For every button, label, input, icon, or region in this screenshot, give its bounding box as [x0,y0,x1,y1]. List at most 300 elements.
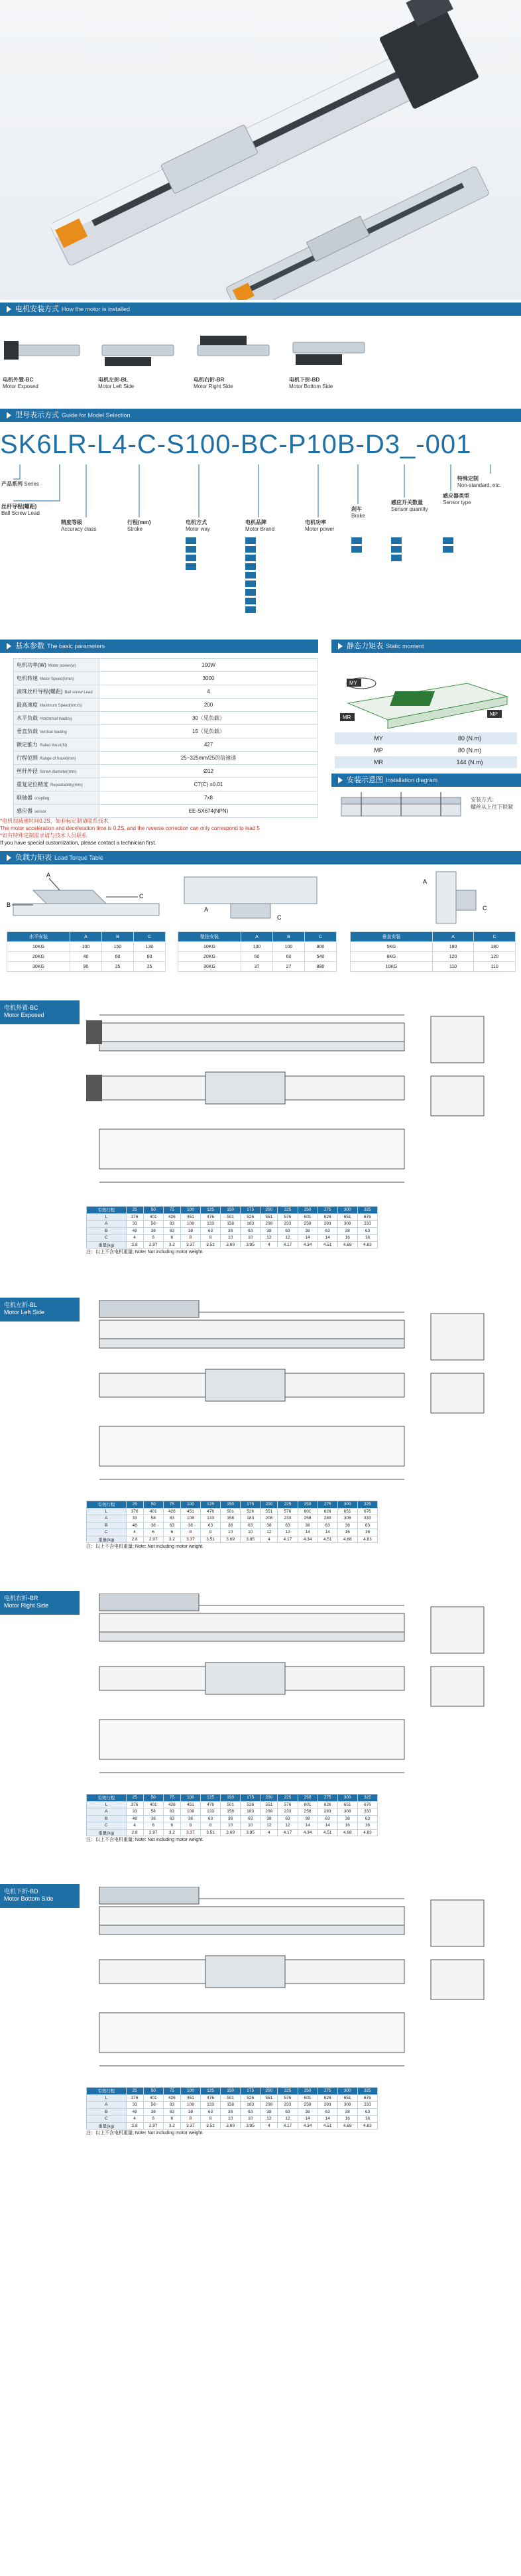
svg-text:B: B [7,902,11,908]
install-option-bl [98,326,178,389]
dim-cell: 10 [241,2116,260,2123]
param-label-cn: 行程范围 [17,755,38,761]
param-label-en: Motor power(w) [48,664,76,668]
dim-section-tag [0,1591,80,1615]
dim-cell: 2.8 [126,1241,143,1249]
w-col-c: C [304,932,336,942]
dim-header-cell: 150 [221,2088,241,2095]
sensor-type-cn: 感应器类型 [443,493,469,499]
product-hero-image [0,0,521,300]
dim-header-cell: 175 [241,2088,260,2095]
dim-cell: 38 [143,1815,163,1822]
dim-cell: 重量(kg) [87,1536,127,1543]
dim-cell: 233 [278,1808,298,1816]
dim-cell: 401 [143,2094,163,2102]
sensor-type-en: Sensor type [443,500,471,506]
dim-cell: L [87,1801,127,1808]
dim-cell: 133 [200,1221,220,1228]
dim-cell: 12 [278,2116,298,2123]
dim-cell: 6 [143,2116,163,2123]
load-vertical-table [350,931,516,972]
install-bc-cn: 电机外置-BC [3,377,34,383]
dim-cell: 426 [163,1801,180,1808]
dim-cell: 333 [357,1515,377,1523]
static-moment-diagram [335,657,517,730]
dim-cell: L [87,2094,127,2102]
dim-cell: 14 [298,1235,318,1242]
v-cell: 120 [432,952,474,962]
param-label-en: Screw diameter(mm) [40,770,77,774]
param-row [14,699,318,712]
param-row [14,685,318,699]
dim-header-cell: 200 [260,1207,278,1214]
h-cell: 40 [70,952,101,962]
accuracy-en: Accuracy class [61,526,97,532]
dim-cell: 8 [200,1529,220,1536]
dim-cell: 651 [337,1801,357,1808]
dim-cell: 626 [318,1213,337,1221]
dim-cell: 38 [260,1227,278,1235]
param-label-cn: 联轴器 [17,795,32,801]
param-row [14,752,318,765]
dim-cell: 526 [241,1213,260,1221]
triangle-icon [7,412,11,419]
label-series [1,480,39,488]
dim-cell: 63 [163,1522,180,1529]
h-cell: 60 [101,952,133,962]
load-vertical-diagram [350,870,516,925]
w-cell: 60 [272,952,304,962]
dim-cell: 283 [318,1515,337,1523]
dim-cell: 6 [163,2116,180,2123]
param-label-cn: 丝杆外径 [17,768,38,774]
dim-cell: 3.69 [221,1536,241,1543]
dim-cell: 183 [241,2102,260,2109]
model-title: 型号表示方式 [15,411,59,419]
v-cell: 120 [474,952,516,962]
dim-cell: 38 [180,2108,200,2116]
dim-cell: 14 [318,2116,337,2123]
static-my-label: MY [374,735,383,742]
dim-cell: 3.37 [180,1536,200,1543]
dim-cell: 426 [163,1213,180,1221]
dim-header-cell: 275 [318,1795,337,1802]
dim-cell: 308 [337,1515,357,1523]
dim-cell: 4 [126,1529,143,1536]
h-col-c: C [133,932,165,942]
dim-cell: 183 [241,1515,260,1523]
param-label-cn: 感应器 [17,808,32,814]
dim-section-tag [0,1298,80,1322]
dim-cell: 2.97 [143,2122,163,2130]
dim-cell: 4.68 [337,1536,357,1543]
param-label-cn: 额定推力 [17,742,38,748]
lead-en: Ball Screw Lead [1,510,40,516]
dim-cell: 16 [337,2116,357,2123]
motor-brand-en: Motor Brand [245,526,275,532]
dim-cell: 16 [337,1529,357,1536]
dim-header-cell: 100 [180,1501,200,1509]
dim-cell: 4.34 [298,1829,318,1836]
brake-en: Brake [351,513,365,519]
dim-header-cell: 150 [221,1207,241,1214]
h-cell: 90 [70,962,101,972]
svg-text:A: A [423,878,428,885]
install-bl-en: Motor Left Side [98,383,135,389]
param-label [14,738,99,752]
dim-cell: 676 [357,1213,377,1221]
dim-cell: 376 [126,1508,143,1515]
module-bd-image [289,326,369,373]
dim-cell: 38 [180,1815,200,1822]
w-cell: 100 [272,942,304,952]
dim-cell: 63 [200,1815,220,1822]
param-value: 15（见负载） [99,725,318,738]
dim-cell: 6 [163,1529,180,1536]
dim-cell: 12 [278,1822,298,1830]
param-row [14,725,318,738]
param-label-cn: 最高速度 [17,702,38,708]
dim-cell: 3.69 [221,2122,241,2130]
dim-cell: 38 [180,1522,200,1529]
dim-header-cell: 75 [163,1501,180,1509]
dim-cell: 63 [278,1227,298,1235]
dim-cell: 376 [126,1801,143,1808]
param-label [14,685,99,699]
install-br-cn: 电机右折-BR [194,377,225,383]
dim-cell: 451 [180,2094,200,2102]
dim-cell: 676 [357,1508,377,1515]
param-row [14,659,318,672]
triangle-icon [338,777,343,783]
v-cell: 110 [474,962,516,972]
dim-cell: 63 [318,1522,337,1529]
dim-cell: 38 [337,1522,357,1529]
dim-cell: 14 [298,1822,318,1830]
dim-cell: 3.85 [241,1241,260,1249]
dim-cell: 258 [298,1808,318,1816]
dim-cell: 58 [143,1221,163,1228]
dim-cell: 4.17 [278,1536,298,1543]
dim-cell: 63 [163,1227,180,1235]
dim-cell: 8 [200,1822,220,1830]
dim-cell: 4 [126,1822,143,1830]
w-cell: 540 [304,952,336,962]
dim-cell: 63 [357,1815,377,1822]
dim-cell: 426 [163,1508,180,1515]
install-diagram-image [335,791,467,825]
dim-cell: 12 [278,1235,298,1242]
w-col-0: 壁挂安装 [178,932,241,942]
param-label-en: Horizontal loading [40,717,72,721]
option-chips [0,537,521,624]
dim-tag-cn: 电机外置-BC [4,1004,38,1011]
param-row [14,672,318,685]
dim-header-cell: 175 [241,1207,260,1214]
dim-header-cell: 150 [221,1501,241,1509]
dim-cell: 3.51 [200,2122,220,2130]
dimension-table [86,2087,378,2130]
dim-header-cell: 50 [143,1501,163,1509]
model-section-header [0,409,521,422]
param-row [14,791,318,805]
dim-cell: 158 [221,1515,241,1523]
custom-cn: 特殊定制 [457,476,479,482]
dim-note: 注：以上不含电机重量; Note: Not including motor weight. [86,2131,203,2135]
dim-header-cell: 25 [126,1501,143,1509]
param-label [14,672,99,685]
module-br-image [194,326,273,373]
dim-cell: 33 [126,2102,143,2109]
dim-cell: 38 [298,1815,318,1822]
dim-cell: 38 [143,2108,163,2116]
dim-cell: 576 [278,1508,298,1515]
dim-note: 注：以上不含电机重量; Note: Not including motor weight. [86,1838,203,1842]
dim-cell: B [87,1522,127,1529]
dim-cell: 551 [260,2094,278,2102]
dim-cell: 4.83 [357,1241,377,1249]
triangle-icon [338,643,343,649]
dim-header-cell: 225 [278,2088,298,2095]
dim-cell: 651 [337,2094,357,2102]
dim-cell: 401 [143,1213,163,1221]
dim-cell: 576 [278,2094,298,2102]
install-title: 电机安装方式 [15,305,59,313]
dim-cell: 16 [337,1822,357,1830]
dim-cell: A [87,1221,127,1228]
dim-cell: 14 [318,1822,337,1830]
dim-cell: 676 [357,2094,377,2102]
dim-cell: 38 [298,1522,318,1529]
dim-cell: 576 [278,1213,298,1221]
dim-cell: 12 [278,1529,298,1536]
dim-cell: 83 [163,1808,180,1816]
dim-tag-cn: 电机右折-BR [4,1595,38,1601]
v-col-0: 垂直安装 [351,932,433,942]
dim-cell: 451 [180,1801,200,1808]
dim-cell: 526 [241,1801,260,1808]
h-col-a: A [70,932,101,942]
dim-cell: 308 [337,1808,357,1816]
dim-cell: 133 [200,1808,220,1816]
dim-cell: 63 [200,2108,220,2116]
dim-cell: 10 [241,1529,260,1536]
dim-cell: 4 [260,2122,278,2130]
svg-text:A: A [204,906,209,913]
dim-cell: 16 [337,1235,357,1242]
label-brake [351,506,365,519]
install-bc-en: Motor Exposed [3,383,38,389]
basic-param-table [13,658,318,818]
install-options [0,320,521,399]
param-label-en: Motor Speed(r/min) [40,677,74,681]
model-breakdown [0,464,521,630]
dim-cell: 133 [200,1515,220,1523]
dim-cell: 12 [260,2116,278,2123]
dim-cell: 63 [357,2108,377,2116]
label-motor-brand [245,519,274,532]
lead-cn: 丝杆导程(螺距) [1,504,37,509]
dim-cell: 626 [318,1801,337,1808]
dim-cell: 4.34 [298,1241,318,1249]
dim-header-cell: 150 [221,1795,241,1802]
dim-cell: 501 [221,1213,241,1221]
dim-cell: 38 [221,1815,241,1822]
param-value: 427 [99,738,318,752]
dim-header-cell: 250 [298,1501,318,1509]
load-horizontal-diagram [7,870,166,925]
dim-cell: 12 [260,1529,278,1536]
dim-cell: 8 [200,1235,220,1242]
w-cell: 130 [241,942,272,952]
dim-cell: 4 [126,2116,143,2123]
dim-cell: 158 [221,1221,241,1228]
basic-subtitle: The basic parameters [47,643,105,649]
triangle-icon [7,854,11,861]
dimension-drawing [86,1300,497,1493]
dim-cell: 3.69 [221,1241,241,1249]
dim-cell: 308 [337,1221,357,1228]
dim-cell: 3.2 [163,1829,180,1836]
dim-cell: B [87,1227,127,1235]
h-cell: 25 [133,962,165,972]
dim-cell: 4.68 [337,1241,357,1249]
dim-cell: A [87,1515,127,1523]
dim-header-cell: 325 [357,1501,377,1509]
v-cell: 110 [432,962,474,972]
dim-cell: 2.97 [143,1241,163,1249]
dim-cell: 48 [126,1522,143,1529]
dim-cell: 6 [143,1529,163,1536]
dim-cell: 6 [143,1235,163,1242]
dim-header-cell: 300 [337,2088,357,2095]
dim-cell: 626 [318,2094,337,2102]
dim-cell: 4.17 [278,1829,298,1836]
dim-cell: 376 [126,2094,143,2102]
dim-cell: 3.37 [180,2122,200,2130]
dim-cell: 58 [143,1515,163,1523]
dim-cell: 233 [278,2102,298,2109]
dim-cell: 333 [357,1808,377,1816]
dim-cell: 283 [318,1808,337,1816]
install-note-cn: 安装方式： [471,797,497,803]
h-row-label: 20KG [7,952,70,962]
dim-header-cell: 250 [298,2088,318,2095]
dim-cell: 676 [357,1801,377,1808]
dim-cell: 401 [143,1801,163,1808]
install-section-header [0,303,521,316]
motor-way-cn: 电机方式 [186,519,207,525]
dim-cell: 重量(kg) [87,1829,127,1836]
dim-cell: 2.97 [143,1536,163,1543]
dim-cell: 38 [221,1227,241,1235]
load-title: 负载力矩表 [15,854,52,862]
install-diagram-subtitle: Installation diagram [386,777,438,783]
dim-cell: 63 [241,2108,260,2116]
dimension-table [86,1501,378,1543]
dim-cell: 333 [357,2102,377,2109]
dim-cell: 8 [180,1529,200,1536]
dim-cell: 283 [318,2102,337,2109]
dim-cell: 4.51 [318,1241,337,1249]
dim-cell: 651 [337,1213,357,1221]
svg-text:MY: MY [349,680,357,686]
v-col-c: C [474,932,516,942]
motor-power-en: Motor power [305,526,335,532]
dim-header-cell: 100 [180,1795,200,1802]
dim-cell: 4.51 [318,2122,337,2130]
dim-header-cell: 300 [337,1207,357,1214]
param-row [14,765,318,778]
dim-tag-en: Motor Exposed [4,1012,44,1018]
dim-cell: 38 [337,1815,357,1822]
brake-cn: 刹车 [351,506,362,512]
install-note-en: 螺丝从上往下锁紧 [471,804,513,810]
dim-cell: 258 [298,2102,318,2109]
stroke-en: Stroke [127,526,143,532]
dim-cell: 3.2 [163,2122,180,2130]
dim-cell: 2.8 [126,2122,143,2130]
svg-text:A: A [46,872,51,878]
install-diagram-title: 安装示意图 [347,776,383,784]
dim-cell: 108 [180,1221,200,1228]
dim-cell: 48 [126,1227,143,1235]
dim-header-cell: 有效行程 [87,1795,127,1802]
dim-section-tag [0,1000,80,1024]
dim-cell: 48 [126,1815,143,1822]
dim-cell: 233 [278,1515,298,1523]
param-label-en: Vertical loading [40,730,67,734]
dim-header-cell: 100 [180,2088,200,2095]
dim-cell: 33 [126,1515,143,1523]
v-col-a: A [432,932,474,942]
dim-header-cell: 175 [241,1501,260,1509]
custom-en: Non-standard, etc. [457,482,501,488]
svg-text:C: C [139,893,144,900]
dim-cell: 3.69 [221,1829,241,1836]
dim-cell: 14 [298,1529,318,1536]
svg-text:C: C [483,905,487,912]
h-cell: 25 [101,962,133,972]
h-row-label: 10KG [7,942,70,952]
dim-cell: A [87,1808,127,1816]
w-cell: 60 [241,952,272,962]
dim-cell: 38 [180,1227,200,1235]
install-subtitle: How the motor is installed [62,306,131,312]
dim-cell: 626 [318,1508,337,1515]
dim-cell: 576 [278,1801,298,1808]
dim-cell: 451 [180,1213,200,1221]
h-col-0: 水平安装 [7,932,70,942]
w-cell: 900 [304,942,336,952]
w-col-a: A [241,932,272,942]
triangle-icon [7,306,11,312]
dim-header-cell: 125 [200,2088,220,2095]
param-label [14,659,99,672]
dim-section-tag [0,1884,80,1908]
dim-cell: 63 [278,1522,298,1529]
param-value: 30（见负载） [99,712,318,725]
dim-cell: 4.83 [357,2122,377,2130]
static-mp-value: 80 (N.m) [457,747,481,754]
dimension-drawing [86,1593,497,1786]
param-value: Ø12 [99,765,318,778]
static-mr-value: 144 (N.m) [456,759,483,766]
dim-cell: 4.83 [357,1536,377,1543]
dim-header-cell: 有效行程 [87,2088,127,2095]
param-label [14,725,99,738]
dim-cell: 501 [221,1801,241,1808]
